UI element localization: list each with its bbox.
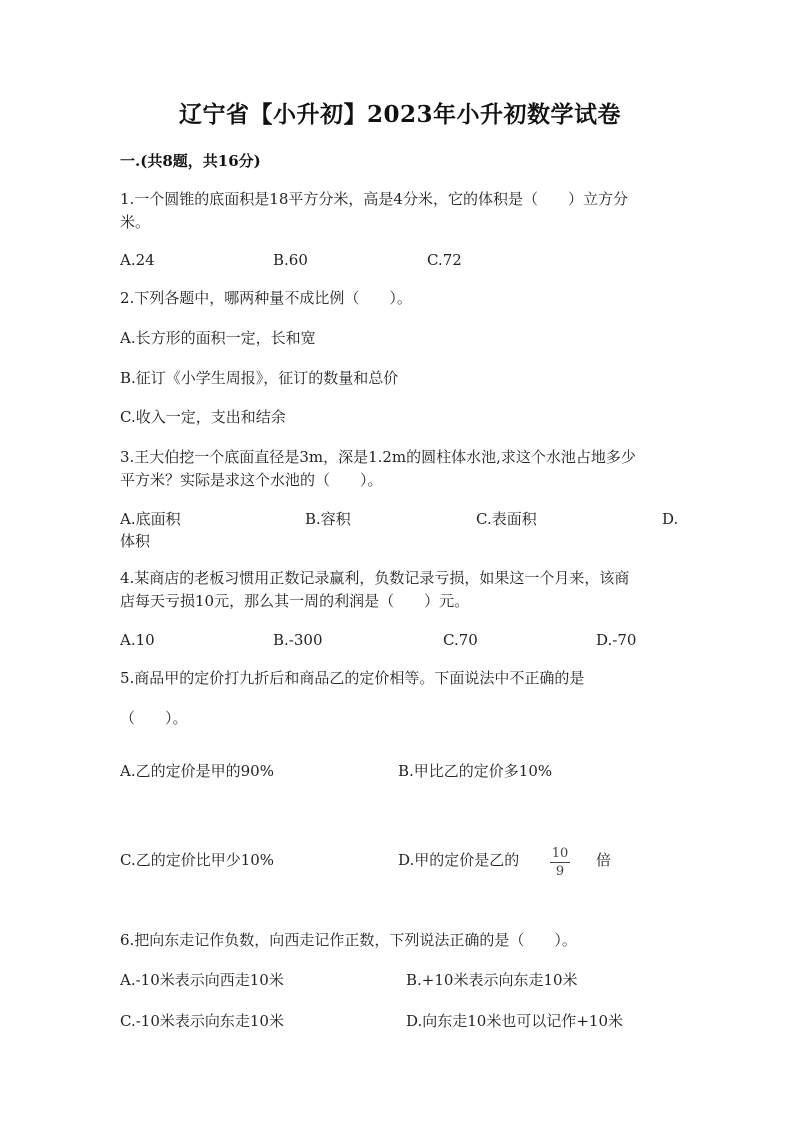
- question-4-option-b: B.-300: [273, 631, 323, 649]
- question-6-option-b: B.+10米表示向东走10米: [406, 971, 578, 989]
- question-6-option-d: D.向东走10米也可以记作+10米: [406, 1012, 624, 1030]
- question-2-line-1: 2.下列各题中，哪两种量不成比例（ ）。: [120, 289, 412, 307]
- fraction-ten-ninths: [548, 846, 572, 879]
- fraction-denominator: 9: [555, 864, 565, 879]
- question-5-option-d: D.甲的定价是乙的: [398, 851, 520, 869]
- question-6-option-a: A.-10米表示向西走10米: [120, 971, 284, 989]
- question-2-option-b: B.征订《小学生周报》，征订的数量和总价: [120, 369, 399, 387]
- section-heading: 一.(共8题，共16分): [120, 152, 261, 170]
- question-1-line-2: 米。: [120, 213, 151, 231]
- fraction-bar: [550, 862, 570, 863]
- question-5-line-1: 5.商品甲的定价打九折后和商品乙的定价相等。下面说法中不正确的是: [120, 669, 585, 687]
- question-1-option-c: C.72: [427, 251, 462, 269]
- question-3-option-d: D.: [662, 510, 679, 528]
- question-3-option-c: C.表面积: [476, 510, 537, 528]
- question-4-line-2: 店每天亏损10元，那么其一周的利润是（ ）元。: [120, 592, 470, 610]
- question-5-option-a: A.乙的定价是甲的90%: [120, 762, 274, 780]
- question-3-option-d-text: 体积: [120, 532, 151, 550]
- question-1-line-1: 1.一个圆锥的底面积是18平方分米，高是4分米，它的体积是（ ）立方分: [120, 190, 628, 208]
- question-4-line-1: 4.某商店的老板习惯用正数记录赢利，负数记录亏损，如果这一个月来，该商: [120, 569, 630, 587]
- question-1-option-b: B.60: [273, 251, 308, 269]
- question-4-option-a: A.10: [120, 631, 155, 649]
- question-3-option-b: B.容积: [305, 510, 351, 528]
- fraction-numerator: 10: [551, 846, 569, 861]
- question-5-option-c: C.乙的定价比甲少10%: [120, 851, 275, 869]
- question-2-option-a: A.长方形的面积一定，长和宽: [120, 329, 316, 347]
- question-6-option-c: C.-10米表示向东走10米: [120, 1012, 284, 1030]
- question-4-option-c: C.70: [443, 631, 478, 649]
- question-3-line-1: 3.王大伯挖一个底面直径是3m，深是1.2m的圆柱体水池,求这个水池占地多少: [120, 448, 636, 466]
- question-4-option-d: D.-70: [596, 631, 637, 649]
- question-1-option-a: A.24: [120, 251, 155, 269]
- question-3-option-a: A.底面积: [120, 510, 181, 528]
- question-5-option-b: B.甲比乙的定价多10%: [398, 762, 553, 780]
- question-5-option-d-suffix: 倍: [596, 851, 612, 869]
- question-6-line-1: 6.把向东走记作负数，向西走记作正数，下列说法正确的是（ ）。: [120, 931, 577, 949]
- page-title: 辽宁省【小升初】2023年小升初数学试卷: [178, 101, 621, 128]
- question-2-option-c: C.收入一定，支出和结余: [120, 408, 286, 426]
- question-5-line-2: （ ）。: [120, 709, 188, 727]
- question-3-line-2: 平方米？实际是求这个水池的（ ）。: [120, 471, 383, 489]
